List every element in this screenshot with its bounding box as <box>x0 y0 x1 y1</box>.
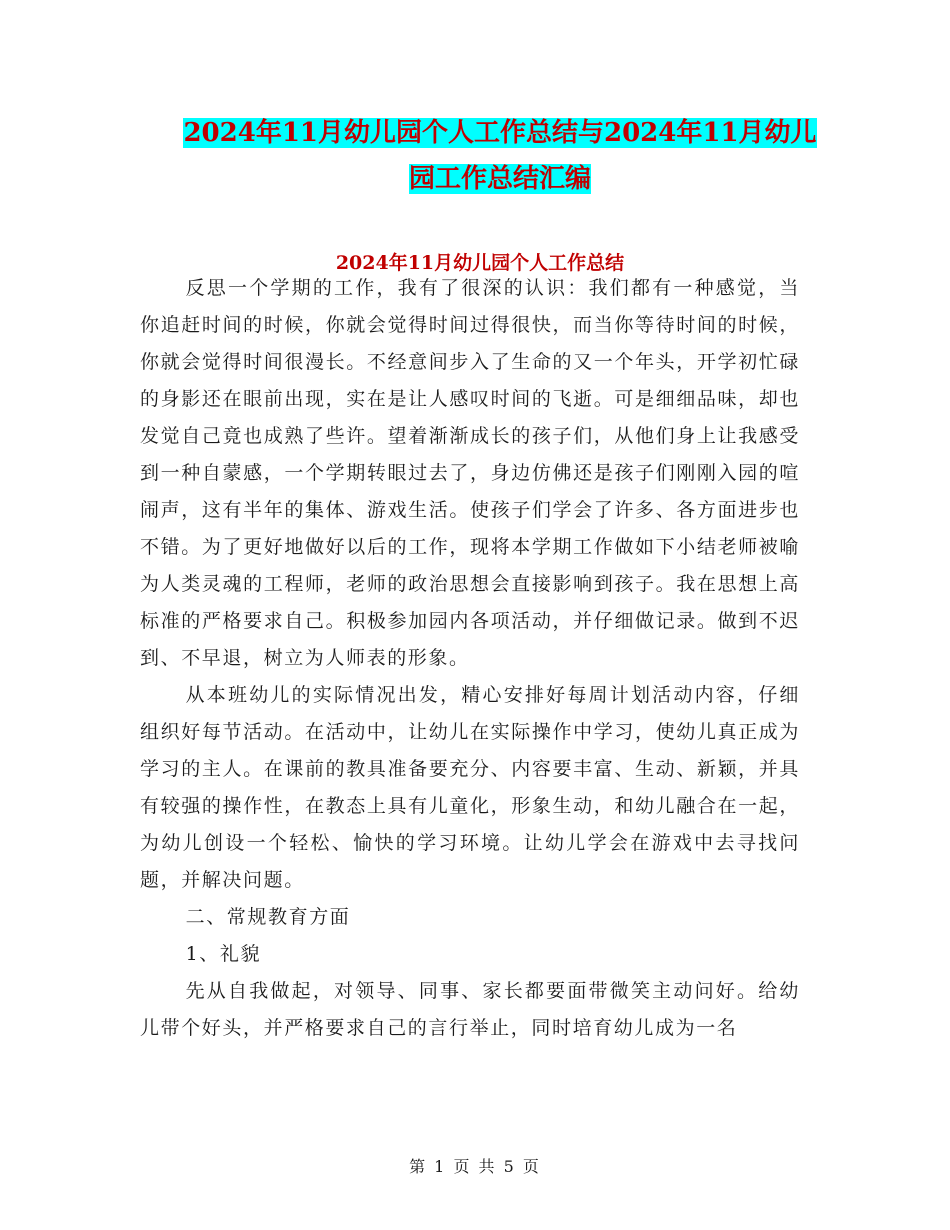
section-title: 2024年11月幼儿园个人工作总结 <box>335 252 625 274</box>
document-title-line-1: 2024年11月幼儿园个人工作总结与2024年11月幼儿 <box>183 118 817 148</box>
heading-routine-education: 二、常规教育方面 <box>185 906 351 928</box>
document-body <box>140 270 800 1047</box>
paragraph-courtesy: 先从自我做起，对领导、同事、家长都要面带微笑主动问好。给幼儿带个好头，并严格要求自己的言行举止，同时培育幼儿成为一名 <box>140 980 800 1039</box>
document-title-line-2: 园工作总结汇编 <box>408 164 591 194</box>
page-number-footer: 第 1 页 共 5 页 <box>409 1157 541 1176</box>
paragraph-teaching: 从本班幼儿的实际情况出发，精心安排好每周计划活动内容，仔细组织好每节活动。在活动中，让幼儿在实际操作中学习，使幼儿真正成为学习的主人。在课前的教具准备要充分、内容要丰富、生动、新颖，并具有较强的操作性，在教态上具有儿童化，形象生动，和幼儿融合在一起，为幼儿创设一个轻松、愉快的学习环境。让幼儿学会在游戏中去寻找问题，并解决问题。 <box>140 684 800 891</box>
heading-courtesy: 1、礼貌 <box>185 943 262 965</box>
document-title <box>140 110 860 202</box>
paragraph-reflection: 反思一个学期的工作，我有了很深的认识：我们都有一种感觉，当你追赶时间的时候，你就会觉得时间过得很快，而当你等待时间的时候，你就会觉得时间很漫长。不经意间步入了生命的又一个年头，开学初忙碌的身影还在眼前出现，实在是让人感叹时间的飞逝。可是细细品味，却也发觉自己竟也成熟了些许。望着渐渐成长的孩子们，从他们身上让我感受到一种自蒙感，一个学期转眼过去了，身边仿佛还是孩子们刚刚入园的喧闹声，这有半年的集体、游戏生活。使孩子们学会了许多、各方面进步也不错。为了更好地做好以后的工作，现将本学期工作做如下小结老师被喻为人类灵魂的工程师，老师的政治思想会直接影响到孩子。我在思想上高标准的严格要求自己。积极参加园内各项活动，并仔细做记录。做到不迟到、不早退，树立为人师表的形象。 <box>140 277 800 669</box>
